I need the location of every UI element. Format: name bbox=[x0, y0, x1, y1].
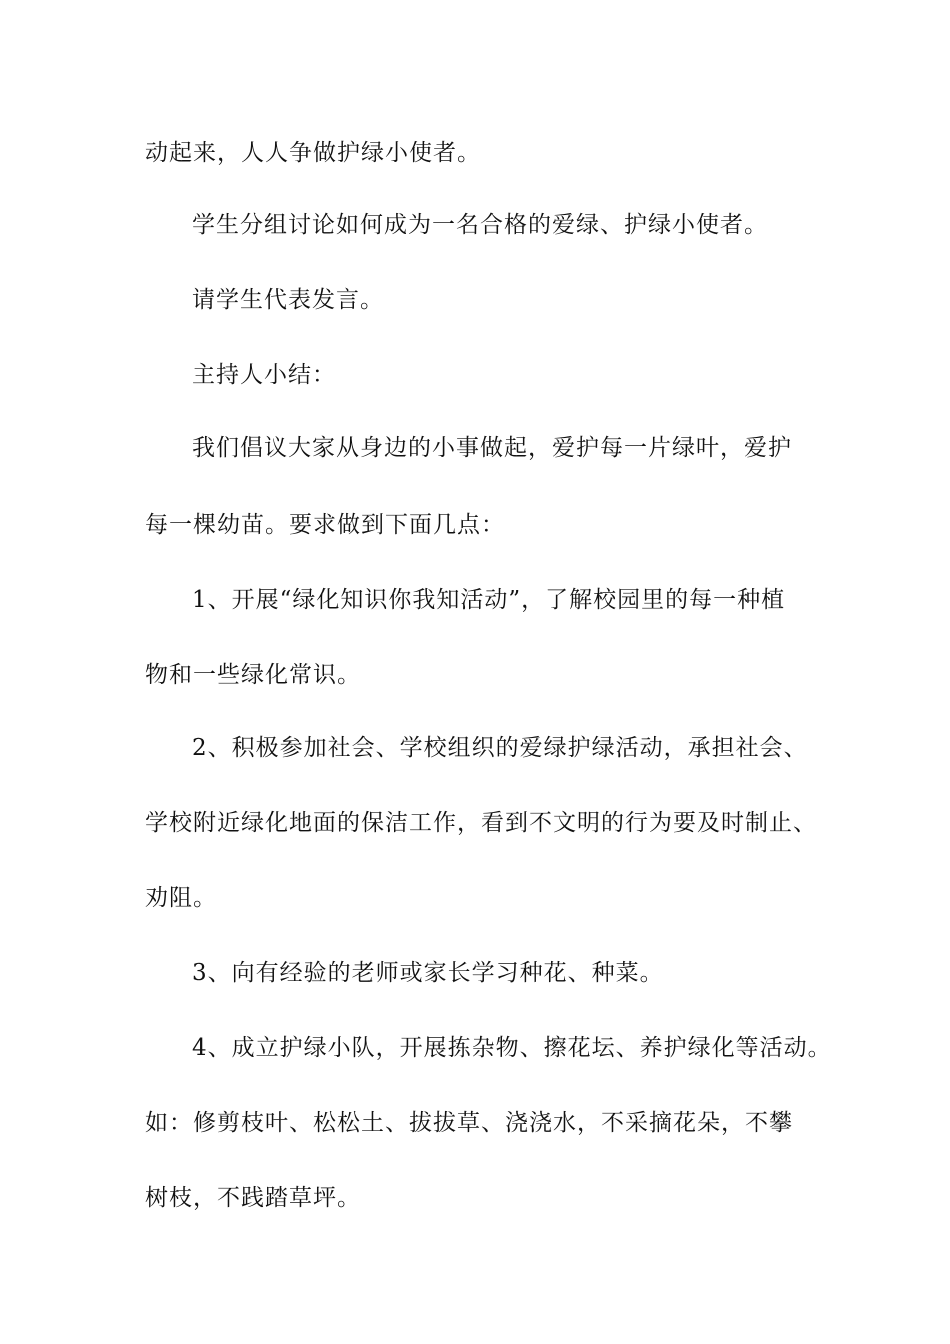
text-line: 学生分组讨论如何成为一名合格的爱绿、护绿小使者。 bbox=[192, 212, 768, 238]
text-line: 如：修剪枝叶、松松土、拔拔草、浇浇水，不采摘花朵，不攀 bbox=[145, 1110, 793, 1136]
text-line: 学校附近绿化地面的保洁工作，看到不文明的行为要及时制止、 bbox=[145, 810, 817, 836]
text-line: 劝阻。 bbox=[145, 885, 217, 911]
text-line: 1、开展“绿化知识你我知活动”，了解校园里的每一种植 bbox=[192, 587, 786, 613]
text-line: 2、积极参加社会、学校组织的爱绿护绿活动，承担社会、 bbox=[192, 735, 808, 761]
text-line: 每一棵幼苗。要求做到下面几点： bbox=[145, 512, 505, 538]
text-line: 动起来，人人争做护绿小使者。 bbox=[145, 140, 481, 166]
text-line: 请学生代表发言。 bbox=[192, 287, 384, 313]
text-line: 树枝，不践踏草坪。 bbox=[145, 1185, 361, 1211]
text-line: 3、向有经验的老师或家长学习种花、种菜。 bbox=[192, 960, 664, 986]
text-line: 主持人小结： bbox=[192, 362, 336, 388]
text-line: 物和一些绿化常识。 bbox=[145, 662, 361, 688]
text-line: 4、成立护绿小队，开展拣杂物、擦花坛、养护绿化等活动。 bbox=[192, 1035, 832, 1061]
text-line: 我们倡议大家从身边的小事做起，爱护每一片绿叶，爱护 bbox=[192, 435, 792, 461]
